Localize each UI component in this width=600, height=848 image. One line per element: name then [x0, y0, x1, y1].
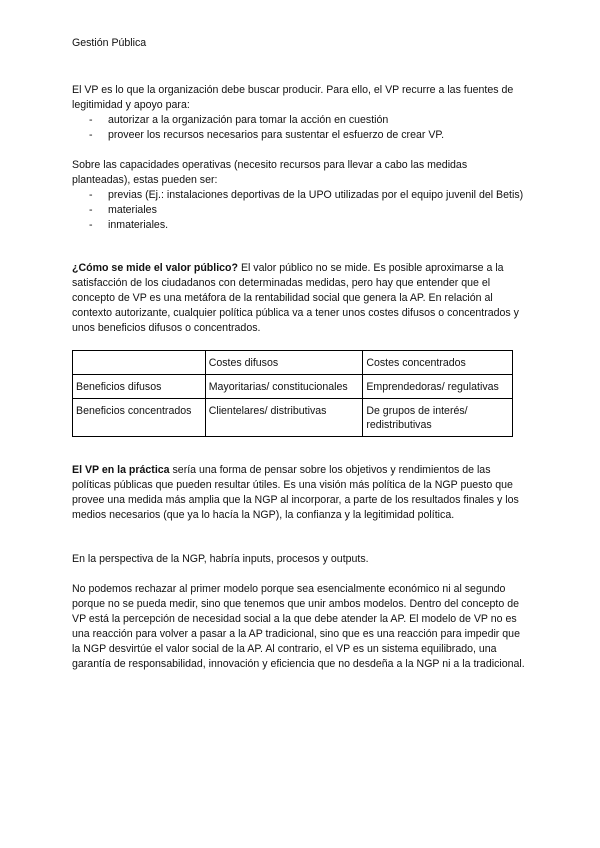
dash-list — [72, 113, 528, 143]
paragraph-text: sería una forma de pensar sobre los objetivos y rendimientos de las políticas públicas que pueden resultar útiles. Es una visión más política de la NGP puesto que provee una medida más amplia que la NGP al incorporar, a parte de los resultados finales y los medios necesarios (que ya lo hacía la NGP), la confianza y la legitimidad política. — [72, 464, 519, 521]
section-practica — [72, 463, 528, 523]
section-vp-intro — [72, 83, 528, 143]
policy-table — [72, 350, 513, 437]
table-row — [73, 375, 513, 399]
section-conclusion — [72, 582, 528, 672]
paragraph: En la perspectiva de la NGP, habría inputs, procesos y outputs. — [72, 553, 369, 565]
table-cell: De grupos de interés/ redistributivas — [363, 399, 513, 437]
table-cell: Beneficios concentrados — [73, 399, 206, 437]
table-cell: Beneficios difusos — [73, 375, 206, 399]
paragraph — [72, 463, 528, 523]
table-cell: Clientelares/ distributivas — [205, 399, 363, 437]
section-medicion — [72, 261, 528, 336]
list-item: - autorizar a la organización para tomar la acción en cuestión — [72, 113, 528, 128]
paragraph: El VP es lo que la organización debe buscar producir. Para ello, el VP recurre a las fuentes de legitimidad y apoyo para: — [72, 84, 514, 111]
list-item: - proveer los recursos necesarios para sustentar el esfuerzo de crear VP. — [72, 128, 528, 143]
policy-table-wrapper — [72, 350, 528, 437]
page-header: Gestión Pública — [72, 37, 147, 49]
dash-list — [72, 188, 528, 233]
list-item: - previas (Ej.: instalaciones deportivas de la UPO utilizadas por el equipo juvenil del Betis) — [72, 188, 528, 203]
list-item: - inmateriales. — [72, 218, 528, 233]
bold-heading: El VP en la práctica — [72, 464, 170, 476]
section-capacidades — [72, 158, 528, 233]
paragraph-text: El valor público no se mide. Es posible aproximarse a la satisfacción de los ciudadanos con determinadas medidas, pero hay que entender que el concepto de VP es una metáfora de la rentabilidad social que genera la AP. En relación al contexto autorizante, cualquier política pública va a tener unos costes difusos o concentrados y unos beneficios difusos o concentrados. — [72, 262, 519, 334]
table-header-cell — [73, 351, 206, 375]
table-row — [73, 399, 513, 437]
paragraph — [72, 261, 528, 336]
list-item: - materiales — [72, 203, 528, 218]
table-cell: Emprendedoras/ regulativas — [363, 375, 513, 399]
section-ngp — [72, 552, 528, 567]
paragraph: No podemos rechazar al primer modelo porque sea esencialmente económico ni al segundo porque no se pueda medir, sino que tenemos que unir ambos modelos. Dentro del concepto de VP está la percepción de necesidad social a la que debe atender la AP. El modelo de VP no es una reacción para volver a pasar a la AP tradicional, sino que es una reacción para impedir que la NGP desvirtúe el valor social de la AP. Al contrario, el VP es un sistema equilibrado, una garantía de responsabilidad, innovación y eficiencia que no desdeña a la NGP ni a la tradicional. — [72, 583, 525, 670]
table-header-row — [73, 351, 513, 375]
table-cell: Mayoritarias/ constitucionales — [205, 375, 363, 399]
table-header-cell: Costes difusos — [205, 351, 363, 375]
bold-heading: ¿Cómo se mide el valor público? — [72, 262, 238, 274]
paragraph: Sobre las capacidades operativas (necesito recursos para llevar a cabo las medidas planteadas), estas pueden ser: — [72, 159, 468, 186]
table-header-cell: Costes concentrados — [363, 351, 513, 375]
